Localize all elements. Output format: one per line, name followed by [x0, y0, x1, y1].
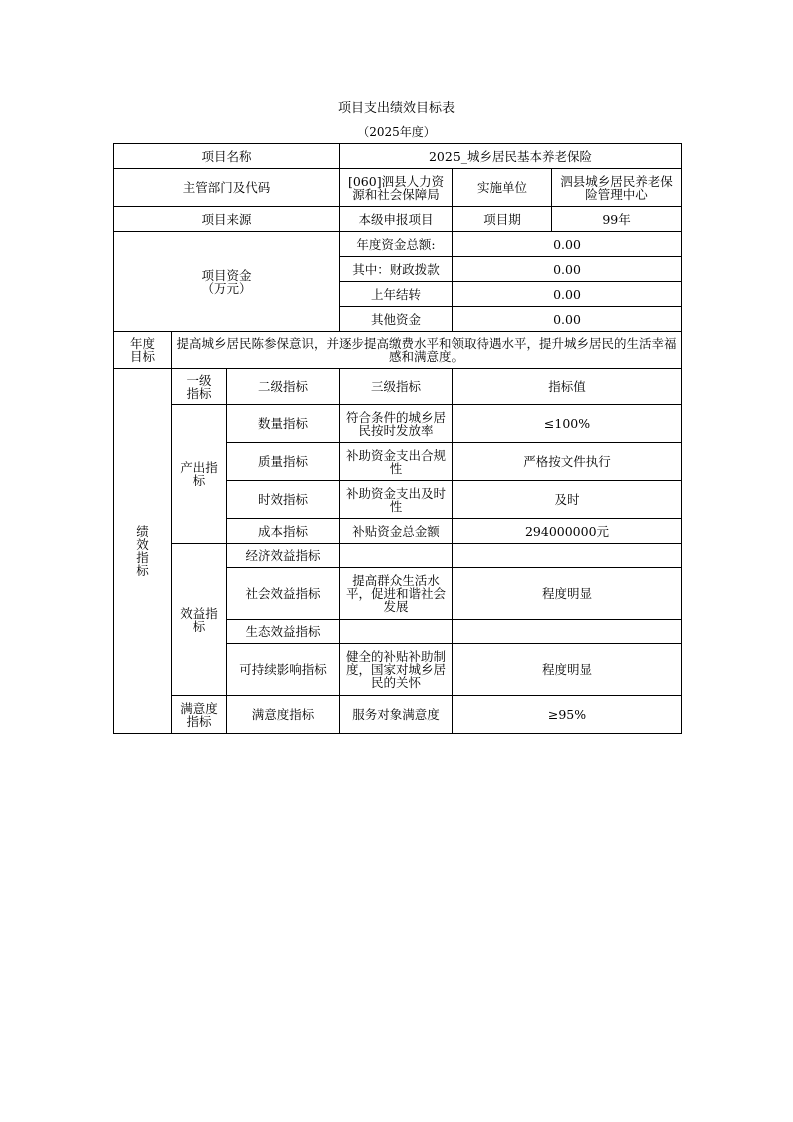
- benefit-level3: [340, 620, 453, 644]
- benefit-level3: 健全的补贴补助制度，国家对城乡居民的关怀: [340, 644, 453, 696]
- output-level3: 符合条件的城乡居民按时发放率: [340, 405, 453, 443]
- benefit-value: [453, 620, 682, 644]
- benefit-value: 程度明显: [453, 644, 682, 696]
- output-level3: 补助资金支出合规性: [340, 443, 453, 481]
- dept-value: [060]泗县人力资源和社会保障局: [340, 169, 453, 207]
- benefit-value: 程度明显: [453, 568, 682, 620]
- output-value: ≤100%: [453, 405, 682, 443]
- funds-fiscal-label: 其中：财政拨款: [340, 257, 453, 282]
- output-level2: 质量指标: [227, 443, 340, 481]
- annual-goal-text: 提高城乡居民陈参保意识，并逐步提高缴费水平和领取待遇水平，提升城乡居民的生活幸福感和满意度。: [172, 332, 682, 369]
- funds-carryover-value: 0.00: [453, 282, 682, 307]
- benefit-indicators-label: 效益指 标: [172, 544, 227, 696]
- output-value: 严格按文件执行: [453, 443, 682, 481]
- satisfaction-value: ≥95%: [453, 696, 682, 734]
- benefit-level3: [340, 544, 453, 568]
- funds-fiscal-value: 0.00: [453, 257, 682, 282]
- funds-total-label: 年度资金总额:: [340, 232, 453, 257]
- row-department: [114, 169, 682, 207]
- row-project-name: [114, 144, 682, 169]
- benefit-level2: 社会效益指标: [227, 568, 340, 620]
- impl-unit-value: 泗县城乡居民养老保险管理中心: [552, 169, 682, 207]
- output-indicators-label: 产出指 标: [172, 405, 227, 544]
- satisfaction-level2: 满意度指标: [227, 696, 340, 734]
- funds-label: 项目资金 （万元）: [114, 232, 340, 332]
- source-value: 本级申报项目: [340, 207, 453, 232]
- funds-other-label: 其他资金: [340, 307, 453, 332]
- project-name-value: 2025_城乡居民基本养老保险: [340, 144, 682, 169]
- satisfaction-indicators-label: 满意度 指标: [172, 696, 227, 734]
- row-source: [114, 207, 682, 232]
- output-level3: 补贴资金总金额: [340, 519, 453, 544]
- funds-total-value: 0.00: [453, 232, 682, 257]
- benefit-level3: 提高群众生活水平，促进和谐社会发展: [340, 568, 453, 620]
- funds-carryover-label: 上年结转: [340, 282, 453, 307]
- table-row: [114, 405, 682, 443]
- output-level2: 时效指标: [227, 481, 340, 519]
- project-name-label: 项目名称: [114, 144, 340, 169]
- benefit-level2: 经济效益指标: [227, 544, 340, 568]
- output-level3: 补助资金支出及时性: [340, 481, 453, 519]
- satisfaction-level3: 服务对象满意度: [340, 696, 453, 734]
- row-annual-goal: [114, 332, 682, 369]
- period-value: 99年: [552, 207, 682, 232]
- year-note: （2025年度）: [357, 125, 436, 139]
- benefit-level2: 可持续影响指标: [227, 644, 340, 696]
- row-indicator-header: [114, 369, 682, 405]
- page-title: 项目支出绩效目标表: [337, 101, 455, 116]
- header-level3: 三级指标: [340, 369, 453, 405]
- dept-label: 主管部门及代码: [114, 169, 340, 207]
- period-label: 项目期: [453, 207, 552, 232]
- output-level2: 数量指标: [227, 405, 340, 443]
- table-row: [114, 544, 682, 568]
- output-value: 及时: [453, 481, 682, 519]
- benefit-value: [453, 544, 682, 568]
- table-row: [114, 696, 682, 734]
- performance-table: [113, 143, 682, 734]
- header-level1: 一级 指标: [172, 369, 227, 405]
- output-value: 294000000元: [453, 519, 682, 544]
- row-funds-total: [114, 232, 682, 257]
- impl-unit-label: 实施单位: [453, 169, 552, 207]
- benefit-level2: 生态效益指标: [227, 620, 340, 644]
- source-label: 项目来源: [114, 207, 340, 232]
- header-level2: 二级指标: [227, 369, 340, 405]
- output-level2: 成本指标: [227, 519, 340, 544]
- funds-other-value: 0.00: [453, 307, 682, 332]
- indicators-section-label: 绩 效 指 标: [114, 369, 172, 734]
- annual-goal-label: 年度 目标: [114, 332, 172, 369]
- header-value: 指标值: [453, 369, 682, 405]
